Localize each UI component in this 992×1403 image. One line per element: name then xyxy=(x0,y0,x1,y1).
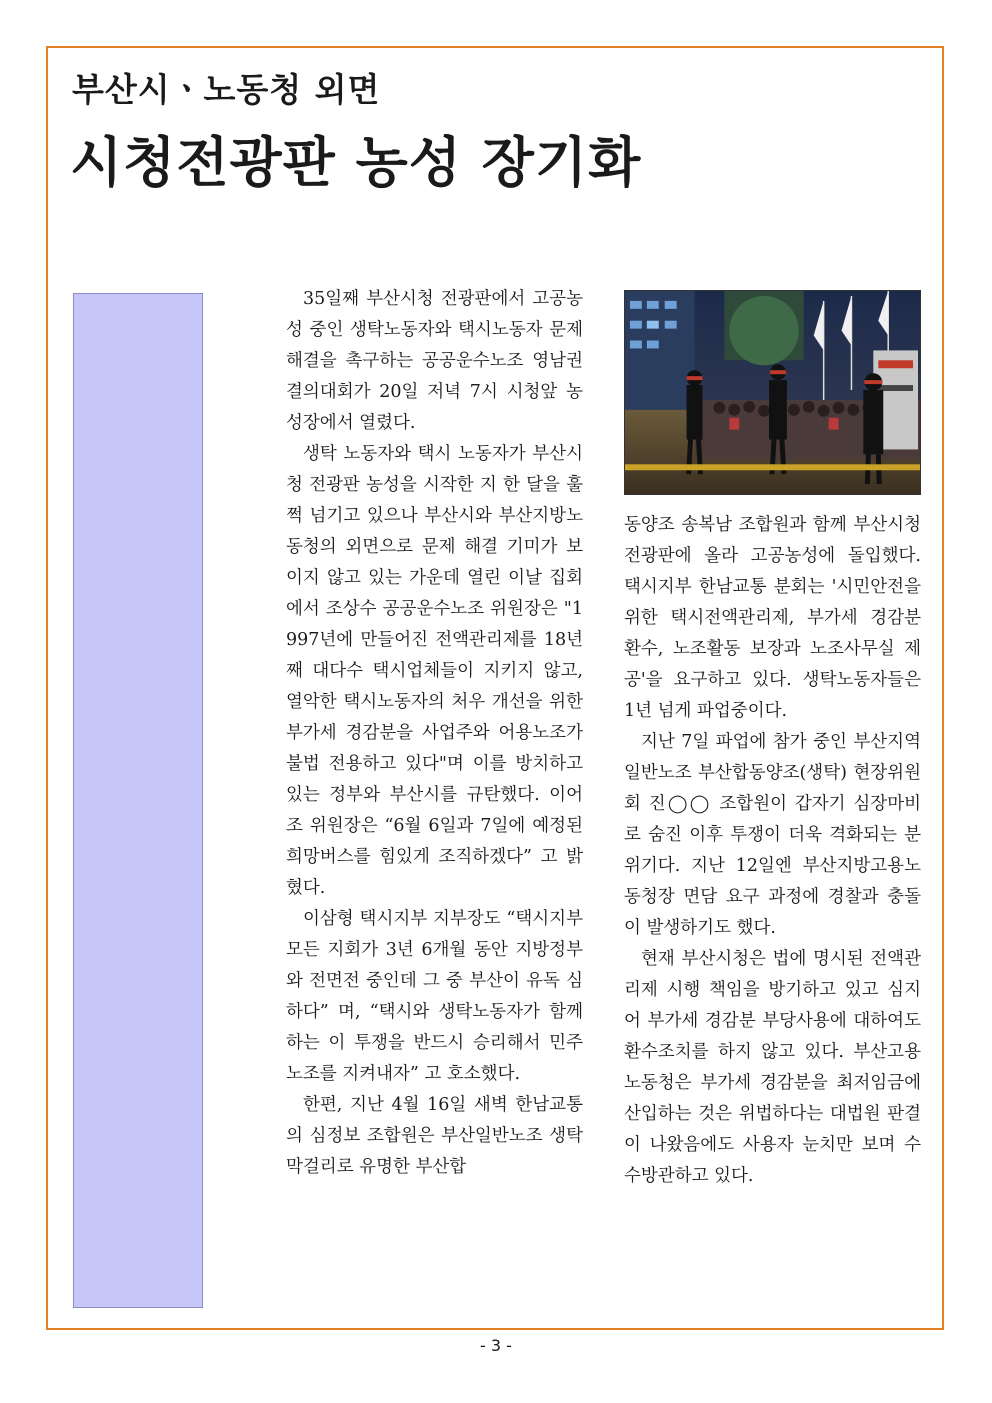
paragraph: 지난 7일 파업에 참가 중인 부산지역일반노조 부산합동양조(생탁) 현장위원회 진◯◯ 조합원이 갑자기 심장마비로 숨진 이후 투쟁이 더욱 격화되는 분위기다. 지난 12일엔 부산지방고용노동청장 면담 요구 과정에 경찰과 충돌이 발생하기도 했다. xyxy=(624,732,921,938)
rally-photo xyxy=(624,290,921,495)
page-number: - 3 - xyxy=(480,1336,512,1355)
sidebar-color-block xyxy=(73,293,203,1308)
article-column-right xyxy=(624,290,921,1192)
article-headline: 시청전광판 농성 장기화 xyxy=(70,131,642,194)
article-subtitle: 부산시ㆍ노동청 외면 xyxy=(72,70,381,109)
paragraph: 한편, 지난 4월 16일 새벽 한남교통의 심정보 조합원은 부산일반노조 생탁 막걸리로 유명한 부산합 xyxy=(286,1095,583,1177)
paragraph: 동양조 송복남 조합원과 함께 부산시청 전광판에 올라 고공농성에 돌입했다. 택시지부 한남교통 분회는 '시민안전을 위한 택시전액관리제, 부가세 경감분 환수, 노조활동 보장과 노조사무실 제공'을 요구하고 있다. 생탁노동자들은 1년 넘게 파업중이다. xyxy=(624,515,921,721)
paragraph: 생탁 노동자와 택시 노동자가 부산시청 전광판 농성을 시작한 지 한 달을 훌쩍 넘기고 있으나 부산시와 부산지방노동청의 외면으로 문제 해결 기미가 보이지 않고 있는 가운데 열린 이날 집회에서 조상수 공공운수노조 위원장은 "1997년에 만들어진 전액관리제를 18년째 대다수 택시업체들이 지키지 않고, 열악한 택시노동자의 처우 개선을 위한 부가세 경감분을 사업주와 어용노조가 불법 전용하고 있다"며 이를 방치하고 있는 정부와 부산시를 규탄했다. 이어 조 위원장은 “6월 6일과 7일에 예정된 희망버스를 힘있게 조직하겠다” 고 밝혔다. xyxy=(286,444,583,898)
paragraph: 이삼형 택시지부 지부장도 “택시지부 모든 지회가 3년 6개월 동안 지방정부와 전면전 중인데 그 중 부산이 유독 심하다” 며, “택시와 생탁노동자가 함께 하는 이 투쟁을 반드시 승리해서 민주노조를 지켜내자” 고 호소했다. xyxy=(286,909,583,1084)
paragraph: 현재 부산시청은 법에 명시된 전액관리제 시행 책임을 방기하고 있고 심지어 부가세 경감분 부당사용에 대하여도 환수조치를 하지 않고 있다. 부산고용노동청은 부가세 경감분을 최저임금에 산입하는 것은 위법하다는 대법원 판결이 나왔음에도 사용자 눈치만 보며 수수방관하고 있다. xyxy=(624,949,921,1186)
article-column-left xyxy=(286,284,583,1183)
paragraph: 35일째 부산시청 전광판에서 고공농성 중인 생탁노동자와 택시노동자 문제 해결을 촉구하는 공공운수노조 영남권 결의대회가 20일 저녁 7시 시청앞 농성장에서 열렸다. xyxy=(286,289,583,433)
